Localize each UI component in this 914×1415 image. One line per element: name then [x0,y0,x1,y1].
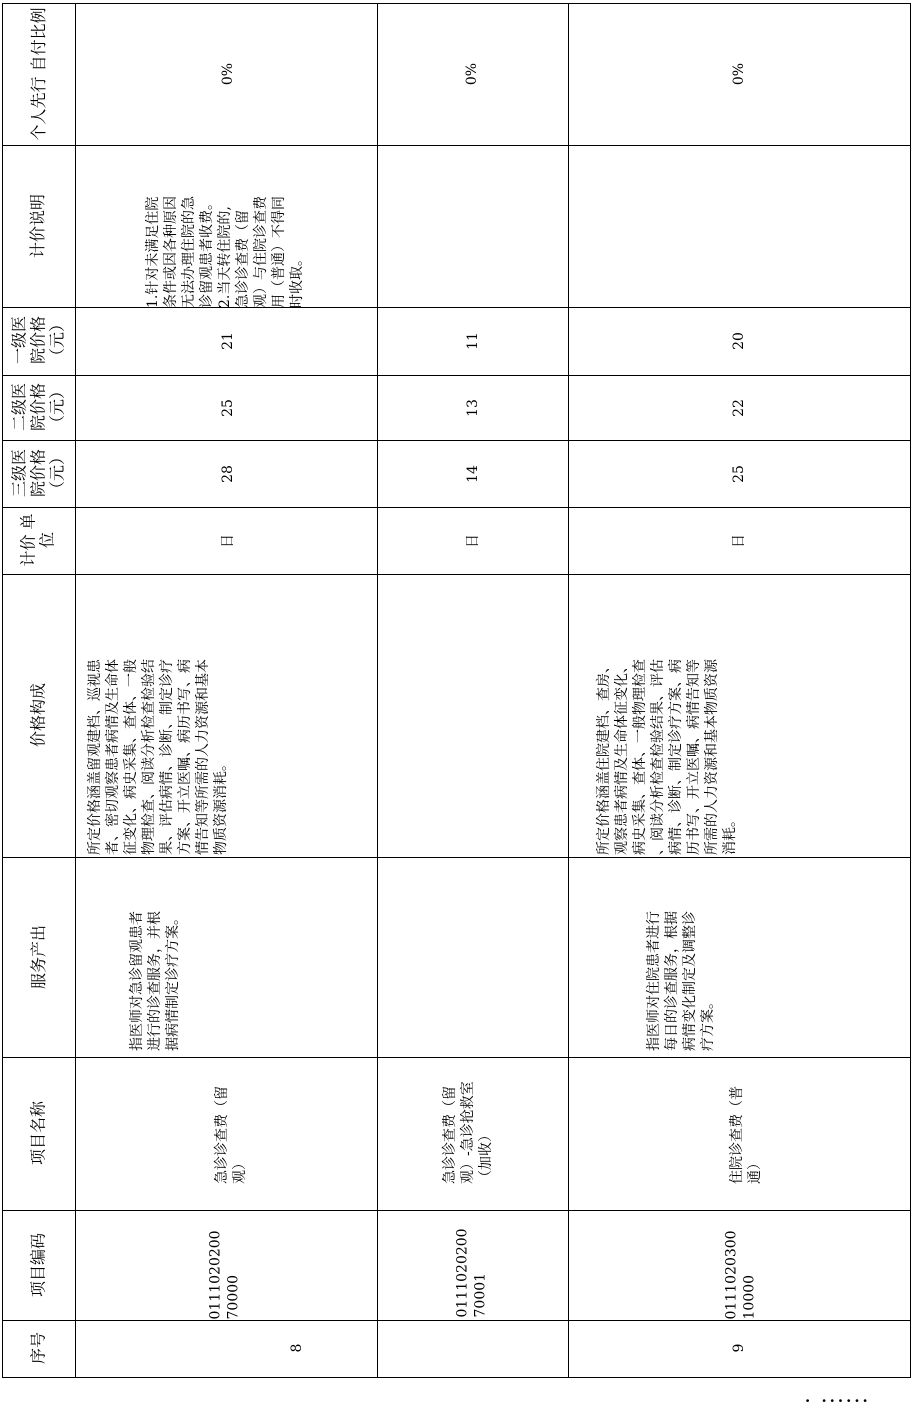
header-code: 项目编码 [28,1233,47,1298]
page-footer-dots: · ······ [805,1392,871,1410]
unit-cell: 日 [220,534,236,548]
header-seq: 序号 [28,1332,47,1365]
code-cell: 0111020200 70001 [454,1228,488,1318]
header-price1: 一级医 院价格 （元） [9,316,66,365]
col-line [2,574,911,575]
col-line [2,857,911,858]
header-composition: 价格构成 [28,683,47,748]
table-border-bottom [2,1377,911,1378]
price3-cell: 28 [220,465,236,483]
seq-cell: 8 [289,1343,305,1353]
name-cell: 急诊诊查费（留 观） [214,1086,248,1184]
ratio-cell: 0% [464,62,480,86]
table-border-right [910,3,911,1377]
table-border-left [2,3,3,1377]
price3-cell: 25 [731,465,747,483]
header-note: 计价说明 [27,194,47,259]
price1-cell: 20 [731,332,747,350]
header-name: 项目名称 [28,1101,47,1166]
table-border-top [2,3,911,4]
header-output: 服务产出 [28,925,48,990]
price1-cell: 11 [465,332,481,350]
header-divider [75,3,76,1377]
col-line [2,375,911,376]
price2-cell: 22 [731,399,747,417]
price1-cell: 21 [220,332,236,350]
header-price2: 二级医 院价格 （元） [9,383,66,432]
name-cell: 急诊诊查费（留 观）-急诊抢救室 （加收） [442,1081,494,1184]
col-line [2,307,911,308]
output-cell: 指医师对住院患者进行 每日的诊查服务，根据 病情变化制定及调整诊 疗方案。 [646,911,716,1051]
col-line [2,1320,911,1321]
group-divider [568,3,569,1377]
col-line [2,507,911,508]
seq-cell: 9 [731,1343,747,1353]
output-cell: 指医师对急诊留观患者 进行的诊查服务，并根 据病情制定诊疗方案。 [129,911,181,1051]
header-ratio: 个人先行 自付比例 [28,7,48,141]
col-line [2,1210,911,1211]
composition-cell: 所定价格涵盖住院建档、查房、 观察患者病情及生命体征变化、 病史采集、查体、一般物理检查 、阅读分析检查检验结果、评估 病情、诊断、制定诊疗方案、病 历书写、开立医嘱、病情告知等 所需的人力资源和基本物质资源 消耗。 [596,659,738,855]
price3-cell: 14 [465,465,481,483]
row-divider [377,3,378,1377]
col-line [2,145,911,146]
unit-cell: 日 [465,534,481,548]
note-cell: 1.针对未满足住院 条件或因各种原因 无法办理住院的急 诊留观患者收费。 2.当天转住院的, 急诊诊查费（留 观）与住院诊查费 用（普通）不得同 时收取。 [145,196,305,308]
unit-cell: 日 [731,534,747,548]
code-cell: 0111020300 10000 [723,1230,757,1320]
name-cell: 住院诊查费（普 通） [729,1086,763,1184]
code-cell: 0111020200 70000 [207,1230,241,1320]
header-unit: 计价 单位 [18,513,57,567]
ratio-cell: 0% [220,62,236,86]
price2-cell: 13 [465,399,481,417]
ratio-cell: 0% [731,62,747,86]
header-price3: 三级医 院价格 （元） [9,449,66,498]
col-line [2,440,911,441]
composition-cell: 所定价格涵盖留观建档、巡视患 者、密切观察患者病情及生命体 征变化、病史采集、查体、一般 物理检查、阅读分析检查检验结 果、评估病情、诊断、制定诊疗 方案、开立医嘱、病历书写、病 情告知等所需的人力资源和基本 物质资源消耗。 [87,659,229,855]
price2-cell: 25 [220,399,236,417]
